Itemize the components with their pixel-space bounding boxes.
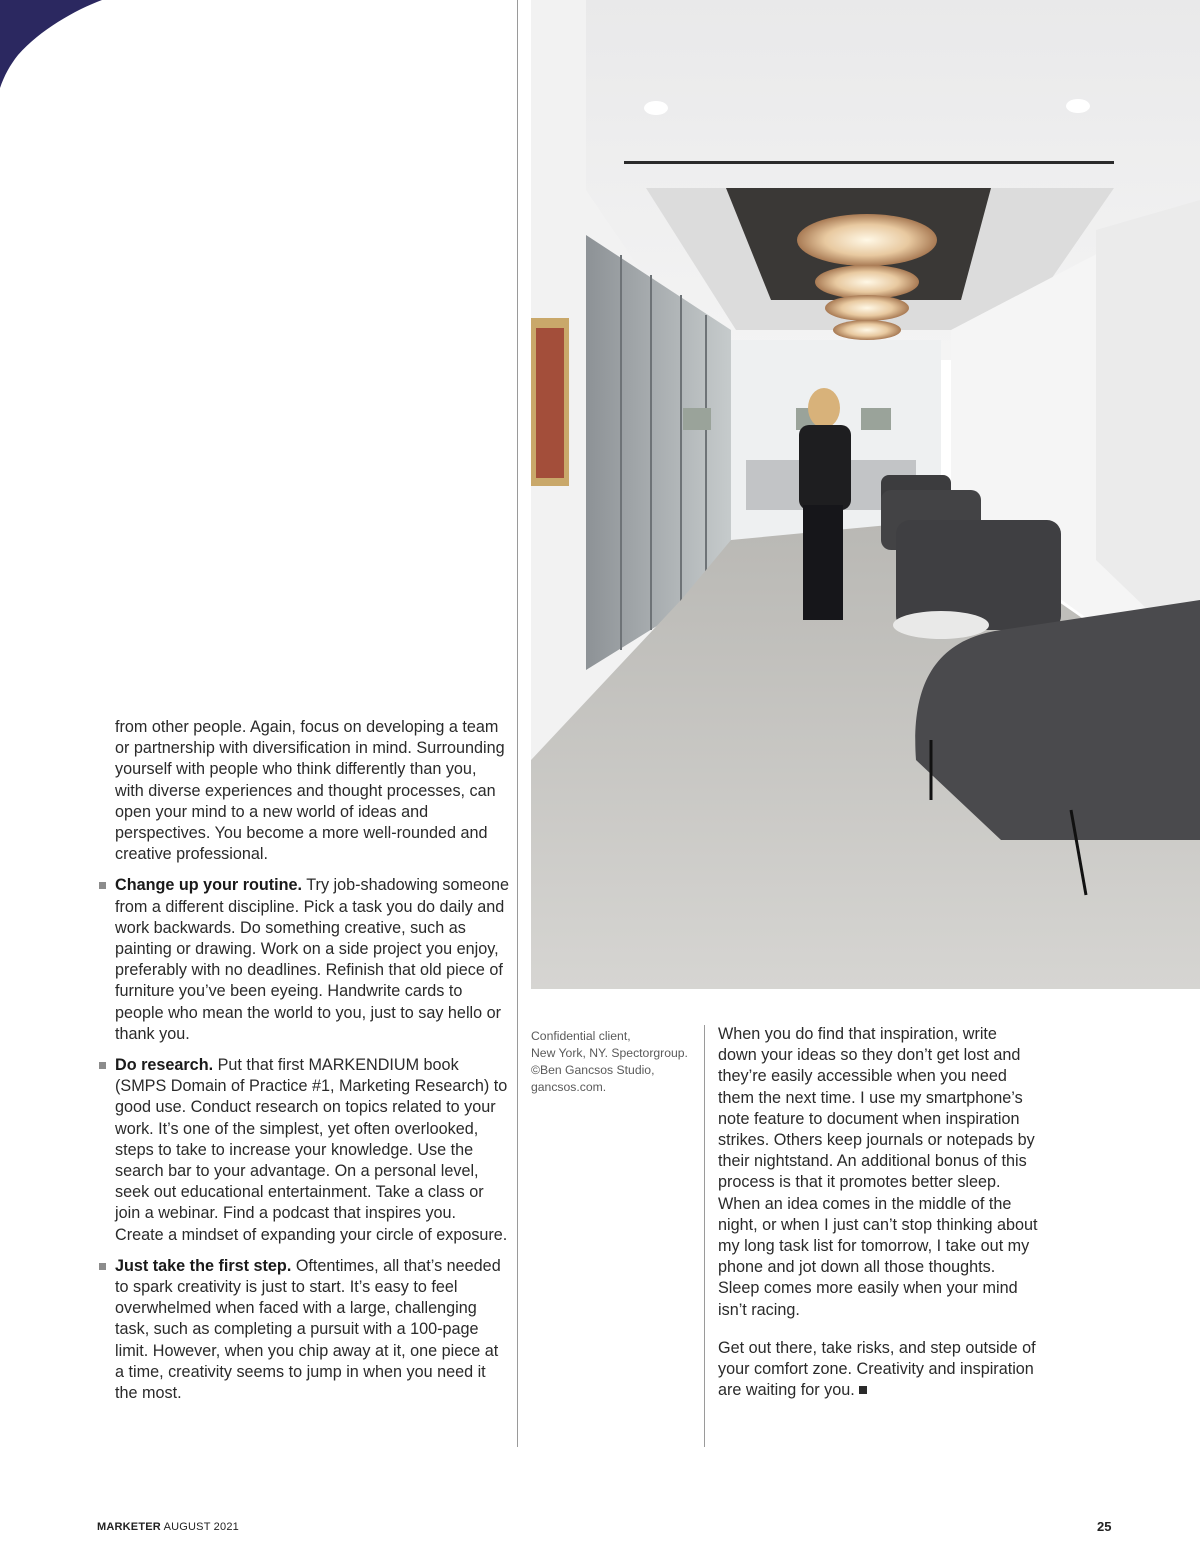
bullet-text: Oftentimes, all that’s needed to spark creativity is just to start. It’s easy to feel overwhelmed when faced with a large, challenging task, such as completing a pursuit with a 100-page limit. However, when you chip away at it, one piece at a time, creativity seems to jump in when you need it the most. bbox=[115, 1256, 501, 1403]
end-square-icon bbox=[859, 1386, 867, 1394]
issue-date: AUGUST 2021 bbox=[160, 1521, 239, 1533]
right-text-column bbox=[718, 1024, 1038, 1401]
caption-line: gancsos.com. bbox=[531, 1080, 607, 1094]
left-text-column bbox=[97, 717, 509, 1404]
list-item bbox=[97, 1055, 509, 1246]
bullet-square-icon bbox=[99, 1263, 106, 1270]
caption-line: ©Ben Gancsos Studio, bbox=[531, 1063, 655, 1077]
list-item bbox=[97, 875, 509, 1045]
bullet-square-icon bbox=[99, 1062, 106, 1069]
caption-line: Confidential client, bbox=[531, 1029, 631, 1043]
corner-accent-shape bbox=[0, 0, 110, 95]
bullet-square-icon bbox=[99, 882, 106, 889]
list-item bbox=[97, 1256, 509, 1404]
bullet-lead: Change up your routine. bbox=[115, 876, 303, 895]
caption-line: New York, NY. Spectorgroup. bbox=[531, 1046, 688, 1060]
bullet-lead: Just take the first step. bbox=[115, 1256, 292, 1275]
body-paragraph: When you do find that inspiration, write down your ideas so they don’t get lost and they’re easily accessible when you need them the next time. I use my smartphone’s note feature to document when inspiration strikes. Others keep journals or notepads by their nightstand. An additional bonus of this process is that it promotes better sleep. When an idea comes in the middle of the night, or when I just can’t stop thinking about my long task list for tomorrow, I take out my phone and jot down all those thoughts. Sleep comes more easily when your mind isn’t racing. bbox=[718, 1025, 1038, 1319]
page-number: 25 bbox=[1097, 1519, 1112, 1534]
footer-publication bbox=[97, 1521, 239, 1533]
closing-paragraph bbox=[718, 1338, 1038, 1402]
bullet-lead: Do research. bbox=[115, 1056, 214, 1075]
column-divider bbox=[704, 1025, 705, 1447]
photo-caption bbox=[531, 1028, 691, 1096]
closing-text: Get out there, take risks, and step outside of your comfort zone. Creativity and inspiration are waiting for you. bbox=[718, 1338, 1036, 1400]
magazine-name: MARKETER bbox=[97, 1521, 161, 1533]
intro-paragraph: from other people. Again, focus on developing a team or partnership with diversification in mind. Surrounding yourself with people who think differently than you, with diverse experiences and thought processes, can open your mind to a new world of ideas and perspectives. You become a more well-rounded and creative professional. bbox=[115, 718, 505, 864]
bullet-text: Try job-shadowing someone from a different discipline. Pick a task you do daily and work backwards. Do something creative, such as painting or drawing. Work on a side project you enjoy, preferably with no deadlines. Refinish that old piece of furniture you’ve been eyeing. Handwrite cards to people who mean the world to you, just to say hello or thank you. bbox=[115, 876, 510, 1043]
office-corridor-photo bbox=[531, 0, 1200, 989]
bullet-text: Put that first MARKENDIUM book (SMPS Domain of Practice #1, Marketing Research) to good use. Conduct research on topics related to your work. It’s one of the simplest, yet often overlooked, steps to take to increase your knowledge. Use the search bar to your advantage. On a personal level, seek out educational entertainment. Take a class or join a webinar. Find a podcast that inspires you. Create a mindset of expanding your circle of exposure. bbox=[115, 1056, 508, 1244]
column-divider bbox=[517, 0, 518, 1447]
